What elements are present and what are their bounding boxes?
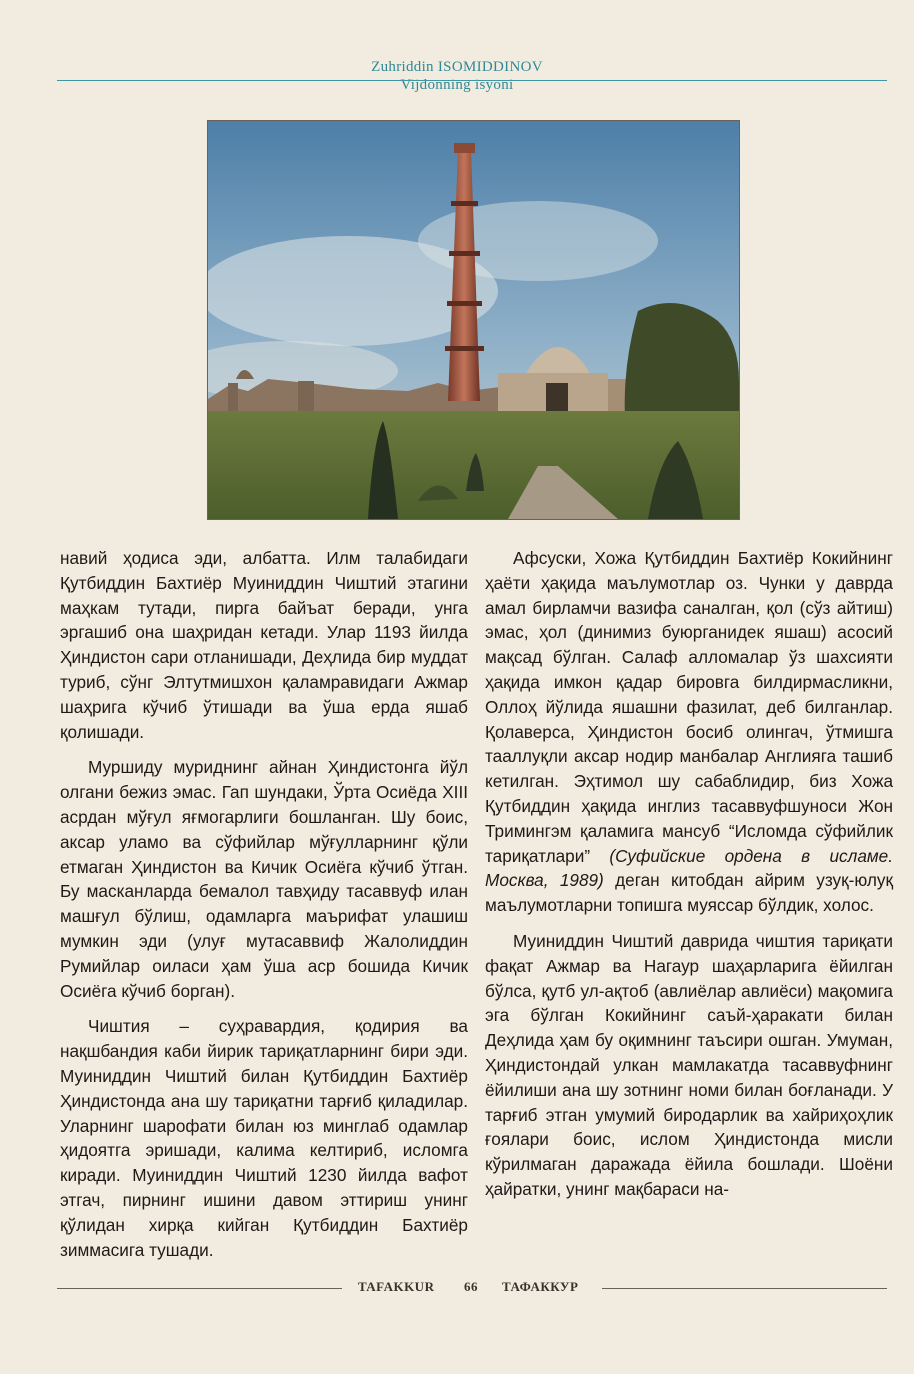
footer-magazine-latin: TAFAKKUR — [358, 1279, 435, 1294]
footer-magazine-cyrillic: ТАФАККУР — [502, 1279, 579, 1294]
paragraph-text: Афсуски, Хожа Қутбиддин Бахтиёр Кокийнинг ҳаёти ҳақида маълумотлар оз. Чунки у даврда амал бирламчи вазифа саналган, қол (сўз айтиш) эмас, ҳол (динимиз буюрганидек яшаш) асосий мақсад бўлган. Салаф алломалар ўз шахсияти ҳақида имкон қадар бировга билдирмасликни, Оллоҳ йўлида яшашни фазилат, деб билганлар. Қолаверса, Ҳиндистон босиб олингач, ўтмишга тааллуқли аксар нодир манбалар Англияга ташиб кетилган. Эҳтимол шу сабаблидир, биз Хожа Қутбиддин ҳақида инглиз тасаввуфшуноси Жон Тримингэм қаламига мансуб “Исломда сўфийлик тариқатлари” — [485, 548, 893, 866]
book-citation: (Суфийские ордена в исламе. Москва, 1989) — [485, 845, 893, 891]
paragraph-text: деган китобдан айрим узуқ-юлуқ маълумотларни топишга муяссар бўлдик, холос. — [485, 870, 893, 916]
paragraph — [485, 546, 893, 918]
header-divider — [57, 80, 887, 81]
left-text-column — [60, 546, 468, 1273]
paragraph: Чиштия – суҳравардия, қодирия ва нақшбандия каби йирик тариқатларнинг бири эди. Муиниддин Чиштий билан Қутбиддин Бахтиёр Ҳиндистонда ана шу тариқатни тарғиб қиладилар. Уларнинг шарофати билан юз минглаб одамлар ҳидоятга эришади, калима келтириб, исломга киради. Муиниддин Чиштий 1230 йилда вафот этгач, пирнинг ишини давом эттириш унинг қўлидан хирқа кийган Қутбиддин Бахтиёр зиммасига тушади. — [60, 1016, 468, 1260]
page-number: 66 — [464, 1279, 478, 1294]
page-footer — [0, 1278, 914, 1298]
paragraph: навий ҳодиса эди, албатта. Илм талабидаги Қутбиддин Бахтиёр Муиниддин Чиштий этагини маҳкам тутади, пирга байъат беради, унга эргашиб она шаҳридан кетади. Улар 1193 йилда Ҳиндистон сари отланишади, Деҳлида бир муддат туриб, сўнг Элтутмишхон қаламравидаги Ажмар шаҳрига кўчиб ўтишади ва ўша ерда яшаб қолишади. — [60, 548, 468, 742]
article-subtitle: Vijdonning isyoni — [400, 77, 514, 93]
author-name: Zuhriddin ISOMIDDINOV — [371, 59, 543, 75]
paragraph: Муиниддин Чиштий даврида чиштия тариқати фақат Ажмар ва Нагаур шаҳарларига ёйилган бўлса, қутб ул-ақтоб (авлиёлар авлиёси) мақомига эга бўлган Кокийнинг саъй-ҳаракати билан Деҳлида ҳам бу оқимнинг таъсири ошган. Умуман, Ҳиндистондай улкан мамлакатда тасаввуфнинг ёйилиши ана шу зотнинг номи билан боғланади. У тарғиб этган умумий биродарлик ва хайриҳоҳлик ғоялари боис, ислом Ҳиндистонда мисли кўрилмаган даражада ёйила бошлади. Шоёни ҳайратки, унинг мақбараси на- — [485, 930, 893, 1199]
right-text-column — [485, 546, 893, 1213]
paragraph: Муршиду муриднинг айнан Ҳиндистонга йўл олгани бежиз эмас. Гап шундаки, Ўрта Осиёда XIII асрдан мўғул яғмогарлиги бошланган. Шу боис, аксар уламо ва сўфийлар мўғулларнинг қўли етмаган Ҳиндистон ва Кичик Осиёга кўчиб ўтган. Бу масканларда бемалол тавҳиду тасаввуф илан машғул бўлиш, одамларга маърифат улашиш мумкин эди (улуғ мутасаввиф Жалолиддин Румийлар оиласи ҳам ўша аср бошида Кичик Осиёга кўчиб борган). — [60, 757, 468, 1001]
footer-rule-right — [602, 1288, 887, 1289]
running-header — [0, 58, 914, 94]
footer-rule-left — [57, 1288, 342, 1289]
qutb-minar-photo — [207, 120, 740, 520]
